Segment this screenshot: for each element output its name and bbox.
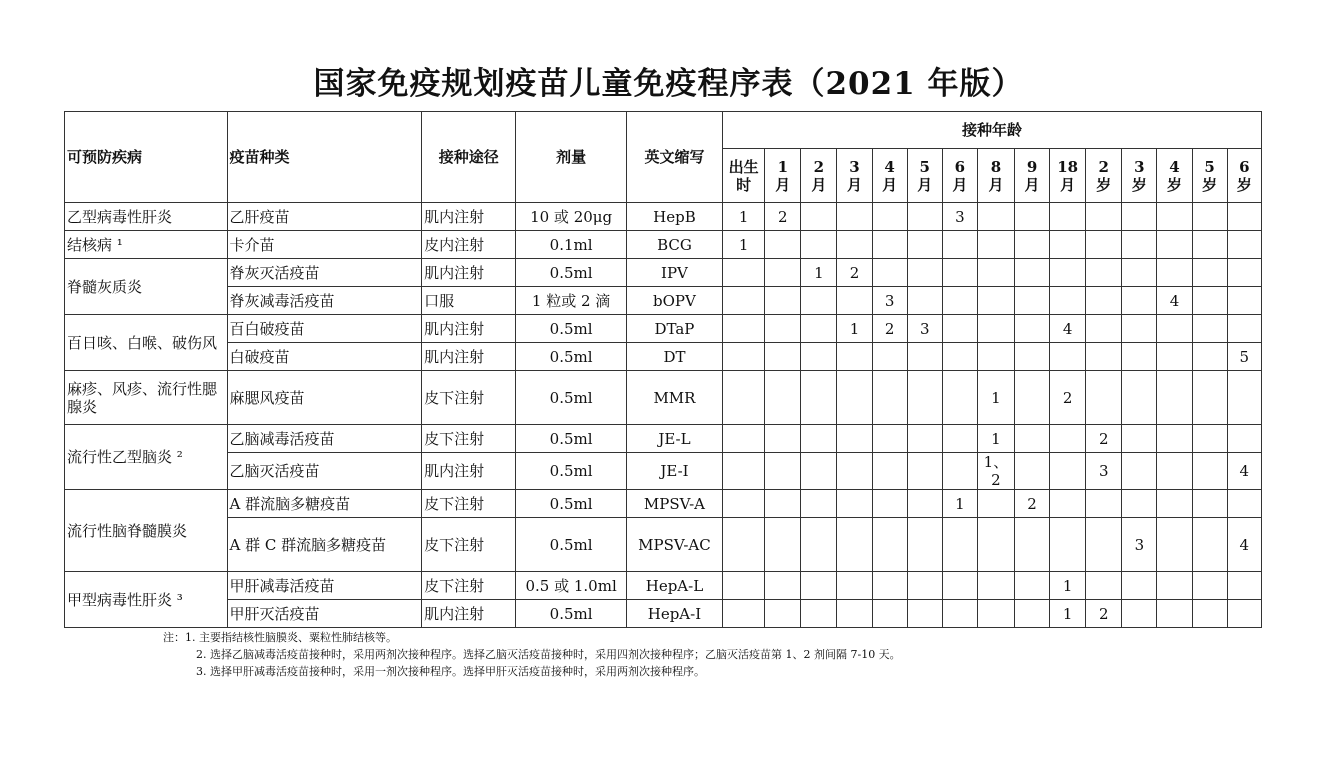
schedule-cell bbox=[723, 343, 765, 371]
schedule-cell bbox=[1015, 600, 1050, 628]
schedule-cell bbox=[801, 572, 837, 600]
schedule-cell bbox=[1050, 259, 1086, 287]
schedule-cell bbox=[1050, 203, 1086, 231]
schedule-cell: 3 bbox=[942, 203, 977, 231]
schedule-cell bbox=[837, 572, 872, 600]
vaccine-cell: 乙脑减毒活疫苗 bbox=[227, 425, 422, 453]
schedule-cell bbox=[1192, 572, 1227, 600]
header-dose: 剂量 bbox=[516, 112, 626, 203]
table-row bbox=[65, 203, 1262, 231]
schedule-cell bbox=[907, 371, 942, 425]
schedule-cell bbox=[942, 231, 977, 259]
schedule-cell bbox=[942, 425, 977, 453]
page-title: 国家免疫规划疫苗儿童免疫程序表（2021 年版） bbox=[313, 66, 1024, 102]
schedule-cell: 4 bbox=[1157, 287, 1192, 315]
schedule-cell bbox=[872, 518, 907, 572]
schedule-cell bbox=[977, 231, 1014, 259]
schedule-cell bbox=[1227, 203, 1261, 231]
age-header: 3 岁 bbox=[1122, 149, 1157, 203]
age-header: 3 月 bbox=[837, 149, 872, 203]
schedule-cell: 1 bbox=[1050, 600, 1086, 628]
schedule-cell bbox=[977, 518, 1014, 572]
schedule-cell bbox=[942, 453, 977, 490]
schedule-cell bbox=[1122, 231, 1157, 259]
schedule-cell bbox=[942, 287, 977, 315]
schedule-cell bbox=[1050, 343, 1086, 371]
dose-cell: 0.5ml bbox=[516, 453, 626, 490]
schedule-cell bbox=[1192, 343, 1227, 371]
header-disease: 可预防疾病 bbox=[65, 112, 228, 203]
header-row-1 bbox=[65, 112, 1262, 149]
schedule-cell bbox=[723, 518, 765, 572]
abbr-cell: IPV bbox=[626, 259, 722, 287]
age-header: 5 岁 bbox=[1192, 149, 1227, 203]
schedule-cell bbox=[1157, 343, 1192, 371]
schedule-cell bbox=[872, 231, 907, 259]
abbr-cell: DT bbox=[626, 343, 722, 371]
schedule-cell bbox=[1192, 259, 1227, 287]
schedule-cell bbox=[1122, 490, 1157, 518]
vaccine-cell: 乙脑灭活疫苗 bbox=[227, 453, 422, 490]
disease-cell: 乙型病毒性肝炎 bbox=[65, 203, 228, 231]
table-row bbox=[65, 600, 1262, 628]
schedule-cell bbox=[801, 315, 837, 343]
footnote-1: 注：1. 主要指结核性脑膜炎、粟粒性肺结核等。 bbox=[163, 631, 397, 644]
schedule-cell bbox=[1157, 371, 1192, 425]
schedule-cell: 1 bbox=[942, 490, 977, 518]
schedule-cell bbox=[765, 231, 801, 259]
schedule-cell bbox=[723, 425, 765, 453]
schedule-cell bbox=[1015, 425, 1050, 453]
schedule-cell: 1 bbox=[723, 203, 765, 231]
header-vaccine: 疫苗种类 bbox=[227, 112, 422, 203]
schedule-cell: 5 bbox=[1227, 343, 1261, 371]
route-cell: 皮下注射 bbox=[422, 425, 516, 453]
schedule-cell: 2 bbox=[1086, 600, 1122, 628]
schedule-cell bbox=[977, 600, 1014, 628]
schedule-cell: 4 bbox=[1227, 453, 1261, 490]
disease-cell: 百日咳、白喉、破伤风 bbox=[65, 315, 228, 371]
schedule-cell bbox=[1122, 600, 1157, 628]
schedule-cell bbox=[723, 453, 765, 490]
schedule-cell bbox=[1086, 287, 1122, 315]
schedule-cell bbox=[1086, 203, 1122, 231]
abbr-cell: HepA-L bbox=[626, 572, 722, 600]
schedule-cell bbox=[765, 518, 801, 572]
schedule-cell bbox=[1015, 315, 1050, 343]
schedule-cell bbox=[765, 371, 801, 425]
schedule-cell: 1 bbox=[801, 259, 837, 287]
schedule-cell bbox=[1192, 425, 1227, 453]
schedule-cell bbox=[1015, 203, 1050, 231]
schedule-cell: 2 bbox=[765, 203, 801, 231]
schedule-cell bbox=[1227, 259, 1261, 287]
schedule-cell bbox=[837, 490, 872, 518]
schedule-cell bbox=[1227, 287, 1261, 315]
schedule-cell bbox=[1192, 600, 1227, 628]
schedule-cell bbox=[872, 490, 907, 518]
schedule-cell bbox=[1192, 315, 1227, 343]
schedule-cell bbox=[1157, 259, 1192, 287]
schedule-cell bbox=[801, 453, 837, 490]
abbr-cell: HepB bbox=[626, 203, 722, 231]
schedule-cell bbox=[907, 343, 942, 371]
schedule-cell bbox=[801, 490, 837, 518]
abbr-cell: DTaP bbox=[626, 315, 722, 343]
schedule-cell bbox=[1192, 453, 1227, 490]
dose-cell: 0.5ml bbox=[516, 490, 626, 518]
schedule-cell: 3 bbox=[1086, 453, 1122, 490]
route-cell: 肌内注射 bbox=[422, 203, 516, 231]
schedule-cell bbox=[723, 315, 765, 343]
schedule-cell bbox=[1122, 371, 1157, 425]
schedule-cell bbox=[1192, 203, 1227, 231]
schedule-cell bbox=[1227, 490, 1261, 518]
schedule-cell bbox=[942, 600, 977, 628]
abbr-cell: MMR bbox=[626, 371, 722, 425]
schedule-cell bbox=[977, 203, 1014, 231]
table-row bbox=[65, 425, 1262, 453]
schedule-cell bbox=[1050, 453, 1086, 490]
dose-cell: 1 粒或 2 滴 bbox=[516, 287, 626, 315]
table-row bbox=[65, 453, 1262, 490]
schedule-cell bbox=[765, 453, 801, 490]
footnote-3: 3. 选择甲肝减毒活疫苗接种时，采用一剂次接种程序。选择甲肝灭活疫苗接种时，采用两剂次接种程序。 bbox=[196, 665, 705, 678]
schedule-cell: 3 bbox=[1122, 518, 1157, 572]
table-row bbox=[65, 287, 1262, 315]
schedule-cell bbox=[1157, 425, 1192, 453]
footnotes bbox=[163, 629, 901, 680]
schedule-cell bbox=[872, 425, 907, 453]
schedule-cell bbox=[907, 259, 942, 287]
schedule-cell bbox=[837, 371, 872, 425]
schedule-cell bbox=[837, 518, 872, 572]
schedule-cell bbox=[1015, 371, 1050, 425]
schedule-cell: 3 bbox=[907, 315, 942, 343]
age-header: 18 月 bbox=[1050, 149, 1086, 203]
immunization-schedule-table bbox=[64, 111, 1262, 628]
route-cell: 肌内注射 bbox=[422, 343, 516, 371]
dose-cell: 0.5ml bbox=[516, 518, 626, 572]
schedule-cell bbox=[837, 287, 872, 315]
table-row bbox=[65, 371, 1262, 425]
schedule-cell bbox=[1122, 287, 1157, 315]
schedule-cell bbox=[1122, 343, 1157, 371]
schedule-cell bbox=[837, 453, 872, 490]
route-cell: 肌内注射 bbox=[422, 259, 516, 287]
schedule-cell bbox=[1122, 203, 1157, 231]
schedule-cell: 2 bbox=[1015, 490, 1050, 518]
age-header: 出生 时 bbox=[723, 149, 765, 203]
header-route: 接种途径 bbox=[422, 112, 516, 203]
schedule-cell bbox=[977, 572, 1014, 600]
age-header: 6 岁 bbox=[1227, 149, 1261, 203]
schedule-cell bbox=[801, 600, 837, 628]
schedule-cell bbox=[837, 600, 872, 628]
schedule-cell: 2 bbox=[837, 259, 872, 287]
age-header: 1 月 bbox=[765, 149, 801, 203]
schedule-cell: 3 bbox=[872, 287, 907, 315]
table-row bbox=[65, 231, 1262, 259]
schedule-cell bbox=[1050, 231, 1086, 259]
schedule-cell bbox=[1192, 231, 1227, 259]
route-cell: 皮下注射 bbox=[422, 371, 516, 425]
schedule-cell bbox=[942, 343, 977, 371]
schedule-cell bbox=[1227, 371, 1261, 425]
schedule-cell bbox=[1086, 343, 1122, 371]
schedule-cell bbox=[837, 425, 872, 453]
schedule-cell bbox=[837, 231, 872, 259]
schedule-cell bbox=[942, 315, 977, 343]
dose-cell: 0.1ml bbox=[516, 231, 626, 259]
table-row bbox=[65, 343, 1262, 371]
age-header: 6 月 bbox=[942, 149, 977, 203]
age-header: 5 月 bbox=[907, 149, 942, 203]
vaccine-cell: 乙肝疫苗 bbox=[227, 203, 422, 231]
schedule-cell bbox=[977, 343, 1014, 371]
schedule-cell: 4 bbox=[1050, 315, 1086, 343]
schedule-cell bbox=[1015, 343, 1050, 371]
route-cell: 肌内注射 bbox=[422, 600, 516, 628]
schedule-cell bbox=[801, 231, 837, 259]
schedule-cell bbox=[1157, 518, 1192, 572]
schedule-cell: 4 bbox=[1227, 518, 1261, 572]
schedule-cell bbox=[723, 259, 765, 287]
schedule-cell bbox=[1050, 287, 1086, 315]
schedule-cell bbox=[1122, 425, 1157, 453]
schedule-cell bbox=[872, 203, 907, 231]
schedule-cell bbox=[1050, 425, 1086, 453]
schedule-cell bbox=[801, 425, 837, 453]
schedule-cell bbox=[1122, 572, 1157, 600]
schedule-cell: 1 bbox=[1050, 572, 1086, 600]
vaccine-cell: 脊灰减毒活疫苗 bbox=[227, 287, 422, 315]
vaccine-cell: 甲肝减毒活疫苗 bbox=[227, 572, 422, 600]
schedule-cell bbox=[942, 371, 977, 425]
schedule-cell bbox=[907, 203, 942, 231]
schedule-cell bbox=[907, 453, 942, 490]
vaccine-cell: 脊灰灭活疫苗 bbox=[227, 259, 422, 287]
disease-cell: 流行性乙型脑炎 ² bbox=[65, 425, 228, 490]
schedule-cell bbox=[801, 203, 837, 231]
schedule-cell: 1 bbox=[977, 425, 1014, 453]
schedule-cell bbox=[1015, 453, 1050, 490]
schedule-cell bbox=[872, 572, 907, 600]
vaccine-cell: 麻腮风疫苗 bbox=[227, 371, 422, 425]
schedule-cell: 2 bbox=[1050, 371, 1086, 425]
schedule-cell bbox=[1086, 259, 1122, 287]
schedule-cell bbox=[1122, 453, 1157, 490]
abbr-cell: bOPV bbox=[626, 287, 722, 315]
abbr-cell: MPSV-A bbox=[626, 490, 722, 518]
schedule-cell bbox=[872, 371, 907, 425]
schedule-cell bbox=[942, 259, 977, 287]
schedule-cell bbox=[907, 231, 942, 259]
schedule-cell bbox=[1015, 231, 1050, 259]
schedule-cell bbox=[1050, 518, 1086, 572]
schedule-cell bbox=[723, 600, 765, 628]
age-header: 2 月 bbox=[801, 149, 837, 203]
schedule-cell bbox=[801, 343, 837, 371]
route-cell: 肌内注射 bbox=[422, 453, 516, 490]
vaccine-cell: 白破疫苗 bbox=[227, 343, 422, 371]
schedule-cell bbox=[977, 287, 1014, 315]
table-row bbox=[65, 518, 1262, 572]
schedule-cell: 2 bbox=[1086, 425, 1122, 453]
schedule-cell: 1 bbox=[977, 371, 1014, 425]
schedule-cell bbox=[765, 315, 801, 343]
age-header: 8 月 bbox=[977, 149, 1014, 203]
schedule-cell bbox=[1015, 518, 1050, 572]
schedule-cell bbox=[1192, 490, 1227, 518]
schedule-cell bbox=[977, 259, 1014, 287]
route-cell: 皮内注射 bbox=[422, 231, 516, 259]
table-row bbox=[65, 259, 1262, 287]
disease-cell: 脊髓灰质炎 bbox=[65, 259, 228, 315]
disease-cell: 结核病 ¹ bbox=[65, 231, 228, 259]
schedule-cell: 1、2 bbox=[977, 453, 1014, 490]
schedule-cell bbox=[1086, 371, 1122, 425]
schedule-cell bbox=[1227, 231, 1261, 259]
schedule-cell bbox=[1227, 425, 1261, 453]
dose-cell: 0.5ml bbox=[516, 343, 626, 371]
schedule-cell bbox=[1192, 287, 1227, 315]
schedule-cell: 1 bbox=[723, 231, 765, 259]
dose-cell: 0.5ml bbox=[516, 315, 626, 343]
table-row bbox=[65, 315, 1262, 343]
schedule-cell bbox=[765, 259, 801, 287]
disease-cell: 流行性脑脊髓膜炎 bbox=[65, 490, 228, 572]
schedule-cell bbox=[907, 572, 942, 600]
disease-cell: 甲型病毒性肝炎 ³ bbox=[65, 572, 228, 628]
table-row bbox=[65, 572, 1262, 600]
schedule-cell bbox=[1015, 572, 1050, 600]
schedule-cell bbox=[723, 572, 765, 600]
dose-cell: 10 或 20μg bbox=[516, 203, 626, 231]
schedule-cell: 2 bbox=[872, 315, 907, 343]
abbr-cell: JE-L bbox=[626, 425, 722, 453]
schedule-cell bbox=[765, 490, 801, 518]
schedule-cell bbox=[1157, 231, 1192, 259]
schedule-cell bbox=[907, 490, 942, 518]
age-header: 2 岁 bbox=[1086, 149, 1122, 203]
dose-cell: 0.5ml bbox=[516, 425, 626, 453]
schedule-cell bbox=[837, 343, 872, 371]
vaccine-cell: 百白破疫苗 bbox=[227, 315, 422, 343]
schedule-cell bbox=[1157, 203, 1192, 231]
schedule-cell bbox=[765, 600, 801, 628]
schedule-cell bbox=[801, 287, 837, 315]
disease-cell: 麻疹、风疹、流行性腮腺炎 bbox=[65, 371, 228, 425]
schedule-cell bbox=[1157, 572, 1192, 600]
abbr-cell: JE-I bbox=[626, 453, 722, 490]
schedule-cell bbox=[942, 572, 977, 600]
schedule-cell bbox=[872, 259, 907, 287]
age-header: 4 月 bbox=[872, 149, 907, 203]
schedule-cell bbox=[872, 343, 907, 371]
schedule-cell bbox=[907, 425, 942, 453]
age-header: 4 岁 bbox=[1157, 149, 1192, 203]
schedule-cell bbox=[907, 600, 942, 628]
table-row bbox=[65, 490, 1262, 518]
abbr-cell: BCG bbox=[626, 231, 722, 259]
dose-cell: 0.5ml bbox=[516, 371, 626, 425]
schedule-cell bbox=[942, 518, 977, 572]
schedule-cell bbox=[1015, 259, 1050, 287]
schedule-cell bbox=[1192, 371, 1227, 425]
vaccine-cell: 甲肝灭活疫苗 bbox=[227, 600, 422, 628]
dose-cell: 0.5ml bbox=[516, 259, 626, 287]
schedule-cell bbox=[1086, 572, 1122, 600]
schedule-cell bbox=[801, 518, 837, 572]
schedule-cell bbox=[1157, 600, 1192, 628]
schedule-cell bbox=[1086, 315, 1122, 343]
schedule-cell bbox=[801, 371, 837, 425]
schedule-cell bbox=[1157, 490, 1192, 518]
schedule-cell bbox=[1157, 453, 1192, 490]
schedule-cell bbox=[1086, 490, 1122, 518]
schedule-cell bbox=[1157, 315, 1192, 343]
schedule-cell bbox=[1122, 315, 1157, 343]
route-cell: 皮下注射 bbox=[422, 572, 516, 600]
schedule-cell bbox=[1122, 259, 1157, 287]
footnote-2: 2. 选择乙脑减毒活疫苗接种时，采用两剂次接种程序。选择乙脑灭活疫苗接种时，采用四剂次接种程序；乙脑灭活疫苗第 1、2 剂间隔 7-10 天。 bbox=[196, 648, 901, 661]
schedule-cell bbox=[723, 371, 765, 425]
vaccine-cell: 卡介苗 bbox=[227, 231, 422, 259]
schedule-cell bbox=[1192, 518, 1227, 572]
dose-cell: 0.5 或 1.0ml bbox=[516, 572, 626, 600]
route-cell: 口服 bbox=[422, 287, 516, 315]
schedule-cell bbox=[1015, 287, 1050, 315]
schedule-cell bbox=[765, 425, 801, 453]
schedule-cell bbox=[872, 600, 907, 628]
schedule-cell bbox=[765, 343, 801, 371]
header-abbr: 英文缩写 bbox=[626, 112, 722, 203]
schedule-cell bbox=[765, 572, 801, 600]
schedule-cell bbox=[1227, 315, 1261, 343]
route-cell: 皮下注射 bbox=[422, 518, 516, 572]
schedule-cell bbox=[1050, 490, 1086, 518]
schedule-cell bbox=[1227, 572, 1261, 600]
dose-cell: 0.5ml bbox=[516, 600, 626, 628]
schedule-cell bbox=[1227, 600, 1261, 628]
age-header: 9 月 bbox=[1015, 149, 1050, 203]
schedule-cell bbox=[977, 490, 1014, 518]
route-cell: 肌内注射 bbox=[422, 315, 516, 343]
vaccine-cell: A 群 C 群流脑多糖疫苗 bbox=[227, 518, 422, 572]
schedule-cell bbox=[723, 490, 765, 518]
abbr-cell: HepA-I bbox=[626, 600, 722, 628]
schedule-cell bbox=[907, 287, 942, 315]
header-age-group: 接种年龄 bbox=[723, 112, 1262, 149]
schedule-cell bbox=[1086, 518, 1122, 572]
vaccine-cell: A 群流脑多糖疫苗 bbox=[227, 490, 422, 518]
schedule-cell bbox=[872, 453, 907, 490]
schedule-cell: 1 bbox=[837, 315, 872, 343]
schedule-cell bbox=[977, 315, 1014, 343]
schedule-cell bbox=[765, 287, 801, 315]
schedule-cell bbox=[723, 287, 765, 315]
route-cell: 皮下注射 bbox=[422, 490, 516, 518]
schedule-cell bbox=[907, 518, 942, 572]
schedule-cell bbox=[1086, 231, 1122, 259]
schedule-cell bbox=[837, 203, 872, 231]
abbr-cell: MPSV-AC bbox=[626, 518, 722, 572]
